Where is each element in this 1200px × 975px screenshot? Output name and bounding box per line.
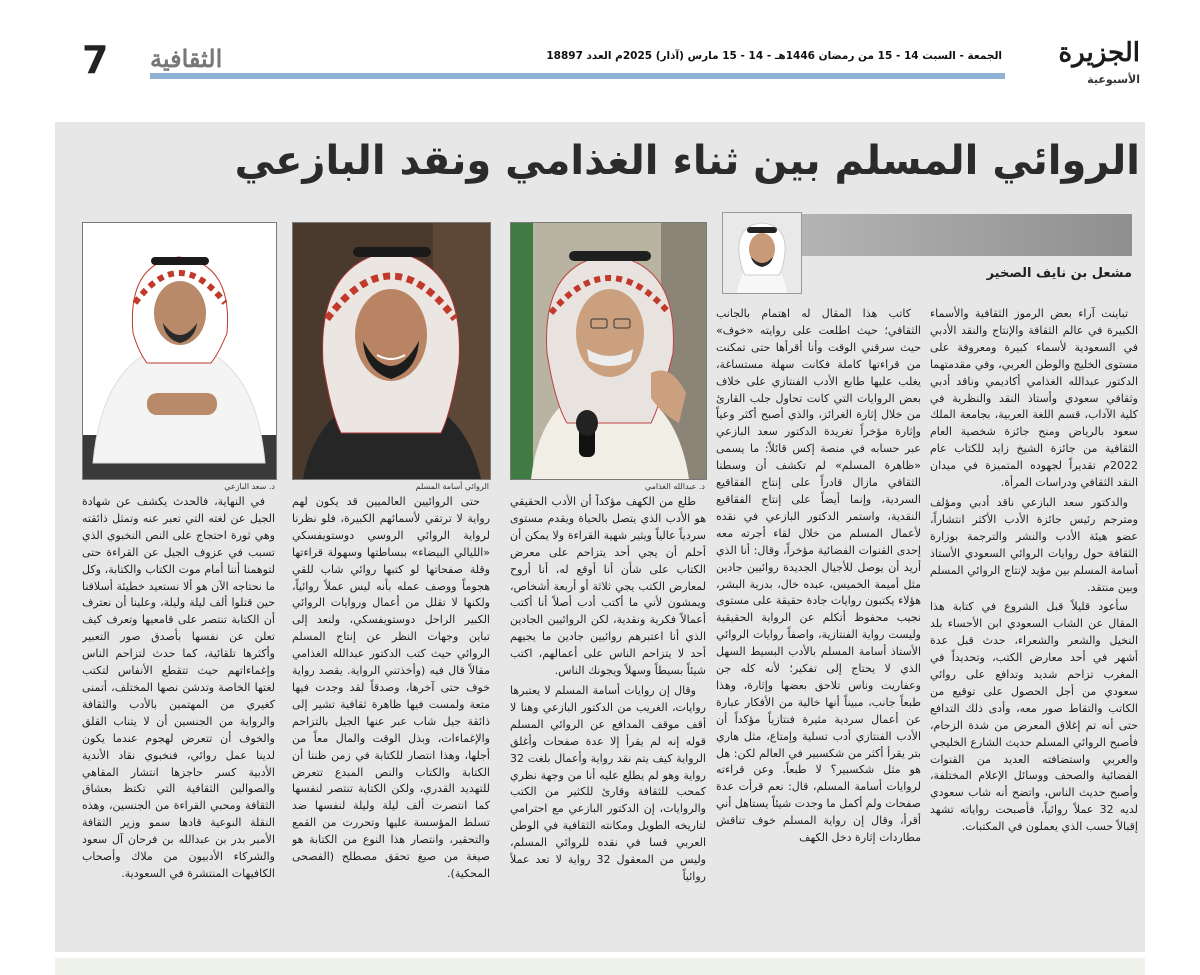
brand-subtitle: الأسبوعية — [1087, 73, 1140, 86]
page-header — [0, 0, 1200, 100]
paragraph: طلع من الكهف مؤكداً أن الأدب الحقيقي هو الأدب الذي يتصل بالحياة ويقدم مستوى سردياً عالياً ويثير شهية القراءة ولا يمكن أن أحلم أن يجي أحد يتزاحم على معرض الكتاب على شأن أنا أوقع له، أنا أروح لمعارض الكتب يجي ثلاثة أو أربعة أشخاص، ويمشون لأني ما أكتب أدب أصلاً أنا أكتب أعمالاً فكرية ونقدية، لكن الروائيين الجادين الذي أنا اعتبرهم روائيين جادين ما يجيهم أحد لا يتزاحم الناس على أعمالهم، اكتب شيئاً بسيطاً وسهلاً ويجونك الناس. — [510, 495, 706, 678]
caption-almuslim: الروائي أسامة المسلم — [415, 482, 489, 491]
article-column-5 — [82, 494, 275, 946]
paragraph: وقال إن روايات أسامة المسلم لا يعتبرها روايات، الغريب من الدكتور البازعي وهنا لا أقف موقف المدافع عن الروائي المسلم قوله إنه لم يقرأ إلا عدة صفحات وأغلق الرواية كيف يتم نقد رواية وأعمال بلغت 32 رواية وهو لم يطلع عليه أنا من وجهة نظري كمحب للثقافة وقارئ للكثير من الكتب والروايات، إن الدكتور البازعي مع احترامي لتاريخه الطويل ومكانته الثقافية في الوطن العربي قسا في نقده للروائي المسلم، وليس من المعقول 32 رواية لا تعد عملاً روائياً — [510, 683, 706, 883]
article-headline: الروائي المسلم بين ثناء الغذامي ونقد البازعي — [234, 138, 1140, 184]
paragraph: كاتب هذا المقال له اهتمام بالجانب الثقافي؛ حيث اطلعت على روايته «خوف» حيث سرقني الوقت وأنا أقرأها حتى تمكنت من قراءتها كاملة فكانت سهلة مستساغة، يغلب عليها طابع الأدب الفنتازي على خلاف بعض الروايات التي كانت تحاول جلب القارئ من خلال إثارة الغرائز، والذي أصبح أكثر وعياً وإثارة مؤخراً تغريدة الدكتور سعد البازعي عبر حسابه في منصة إكس قائلاً: ما يسمى «ظاهرة المسلم» لم تكشف أن وسطنا الثقافي مازال قادراً على إنتاج الفقاقيع السردية، وإنما أيضاً على إنتاج الفقاقيع النقدية، واستمر الدكتور البازعي في نقده لأعمال المسلم من خلال لقاء أجرته معه إحدى القنوات الفضائية مؤخراً، وقال: أنا الذي أريد أن يوصل للأجيال الجديدة روائيين جادين مثل أميمة الخميس، عبده خال، بدرية البشر، هؤلاء يكتبون روايات جادة حقيقة على مستوى نجيب محفوظ أتكلم عن الرواية الحقيقية وليست رواية الفنتازية، واصفاً روايات الروائي الأستاذ أسامة المسلم بالأدب البسيط السهل الذي لا يحتاج إلى تفكير؛ لأنه كله جن وعفاريت وناس تلاحق بعضها وإثارة، وهذا طبعاً جانب، مبيناً أنها خالية من الأفكار عبارة عن أعمال سردية مثيرة فنتازياً مؤكداً أن الأدب الفنتازي أدب تسلية وإمتاع، مثل هاري بتر يقرأ أكثر من شكسبير في العالم لكن: هل هو مثل شكسبير؟ لا طبعاً. وعن قراءته لروايات أسامة المسلم، قال: نعم قرأت عدة صفحات ولم أكمل ما وجدت شيئاً يستاهل أني أقرأ، وقال إن رواية المسلم خوف تناقش مطاردات إثارة دخل الكهف — [716, 307, 921, 845]
article-column-4 — [292, 494, 490, 946]
caption-ghathami: د. عبدالله الغذامي — [644, 482, 705, 491]
paragraph: سأعود قليلاً قبل الشروع في كتابة هذا المقال عن الشاب السعودي ابن الأحساء بلد النخيل والشعر والشعراء، حدث قبل عدة أشهر في أحد معارض الكتب، وتحديداً في المغرب تزاحم شديد وتدافع على روائي سعودي من أجل الحصول على توقيع من الكاتب والتقاط صور معه، وأدى ذلك التدافع حتى أنه تم إغلاق المعرض من شدة الزحام، فأصبح الروائي المسلم حديث الشارع الخليجي والعربي واستضافته العديد من القنوات الفضائية والصحف ووسائل الإعلام المختلفة، وأصبح حديث الناس، واتضح أنه شاب سعودي لديه 32 عملاً روائياً، فأصبحت رواياته تشهد إقبالاً حسب الذي يعملون في المكتبات. — [930, 600, 1138, 834]
brand-logo: الجزيرة — [1058, 38, 1140, 68]
article-column-1 — [930, 306, 1138, 946]
caption-bazei: د. سعد البازعي — [224, 482, 275, 491]
section-logo: الثقافية — [150, 44, 223, 73]
newspaper-masthead — [1015, 38, 1140, 87]
paragraph: حتى الروائيين العالميين قد يكون لهم رواية لا ترتقي لأسمائهم الكبيرة، فلو نظرنا لرواية الروائي الروسي دوستويفسكي «الليالي البيضاء» ببساطتها وسهولة قراءتها وقلة صفحاتها لو كتبها روائي شاب للقي هجوماً ووصف عمله بأنه ليس عملاً روائياً، ولكنها لا تقلل من أعمال وروايات الروائي الكبير الراحل دوستويفسكي، ولنعد إلى تباين وجهات النظر عن إنتاج المسلم الروائي حيث كتب الدكتور عبدالله الغذامي مقالاً قال فيه (وأخذتني الرواية. يقصد رواية خوف حتى آخرها، وصدقاً لقد وجدت فيها متعة ولمست فيها ظاهرة ثقافية تشير إلى ذائقة جيل شاب عبر عنها الجيل بالتزاحم والإغماءات، وبذل الوقت والمال معاً من أجلها، وهذا انتصار للكتابة في زمن ظننا أن الكتابة والكتاب والنص المبدع تتعرض للتهديد القدري، ولكن الكتابة تنتصر لنفسها كما انتصرت ألف ليلة وليلة لنفسها ضد تسلط المؤسسة عليها وتحررت من القمع والتحقير، وانتصار هذا النوع من الكتابة هو صيغة من صيغ تحقق مصطلح (الفصحى المحكية). — [292, 495, 490, 880]
paragraph: والدكتور سعد البازعي ناقد أدبي ومؤلف ومترجم رئيس جائزة الأدب الأكثر انتشاراً، عضو هيئة الأدب والنشر والترجمة بوزارة الثقافة حول روايات الروائي السعودي الأستاذ أسامة المسلم بين مؤيد لإنتاج الروائي المسلم وبين منتقد. — [930, 495, 1138, 594]
issue-date-line: الجمعة - السبت 14 - 15 من رمضان 1446هـ - 14 - 15 مارس (آذار) 2025م العدد 18897 — [546, 50, 1002, 62]
photo-ghathami — [510, 222, 707, 480]
header-rule — [150, 73, 1005, 79]
article-column-2 — [716, 306, 921, 946]
article-column-3 — [510, 494, 706, 946]
photo-almuslim — [292, 222, 491, 480]
photo-bazei — [82, 222, 277, 480]
author-photo — [722, 212, 802, 294]
paragraph: في النهاية، فالحدث يكشف عن شهادة الجيل عن لغته التي تعبر عنه وتمثل ذائقته وهي ثورة احتجاج على النص النخبوي الذي تسبب في عزوف الجيل عن القراءة حتى لتوهمنا أننا أمام موت الكتاب والكتابة، وكل ما نحتاجه الآن هو ألا نستعيد خطيئة أسلافنا حين قتلوا ألف ليلة وليلة، وعلينا أن نعترف أن الكتابة تنتصر على قامعيها وتعرف كيف تعلن عن نفسها بأصدق صور التعبير وأكثرها تلقائية، كما حدث لتزاحم الناس وإغماءاتهم حيث تتقطع الأنفاس لتكتب لغتها الخاصة وتدشن نصها المختلف، أتمنى كغيري من المهتمين بالأدب والثقافة والرواية من الجنسين أن لا يتناب القلق والخوف أن تتعرض لهجوم عندما يكون لدينا عمل روائي، فنخبوي نقاد الأندية الأدبية كسر حاجزها انتشار المقاهي والصوالين الثقافية التي تكتظ بعشاق الثقافة ومحبي القراءة من الجنسين، وهذه النقلة النوعية قادها سمو وزير الثقافة الأمير بدر بن عبدالله بن فرحان آل سعود والشركاء الأدبيون من ملاك وأصحاب الكافيهات المنتشرة في السعودية. — [82, 495, 275, 880]
author-name: مشعل بن نايف الصخير — [986, 266, 1132, 281]
bottom-strip — [55, 958, 1145, 975]
paragraph: تباينت آراء بعض الرموز الثقافية والأسماء الكبيرة في عالم الثقافة والإنتاج والنقد الأدبي في السعودية لأسماء كبيرة ومعروفة على مستوى الخليج والوطن العربي، وفي مقدمتهما الدكتور عبدالله الغذامي أكاديمي وناقد أدبي وثقافي سعودي وأستاذ النقد والنظرية في كلية الآداب، قسم اللغة العربية، بجامعة الملك سعود بالرياض ومنح جائزة شخصية العام الثقافية من جائزة الشيخ زايد للكتاب عام 2022م تقديراً لجهوده المتميزة في ميدان النقد الثقافي ودراسات المرأة. — [930, 307, 1138, 490]
page-number: 7 — [82, 38, 109, 82]
